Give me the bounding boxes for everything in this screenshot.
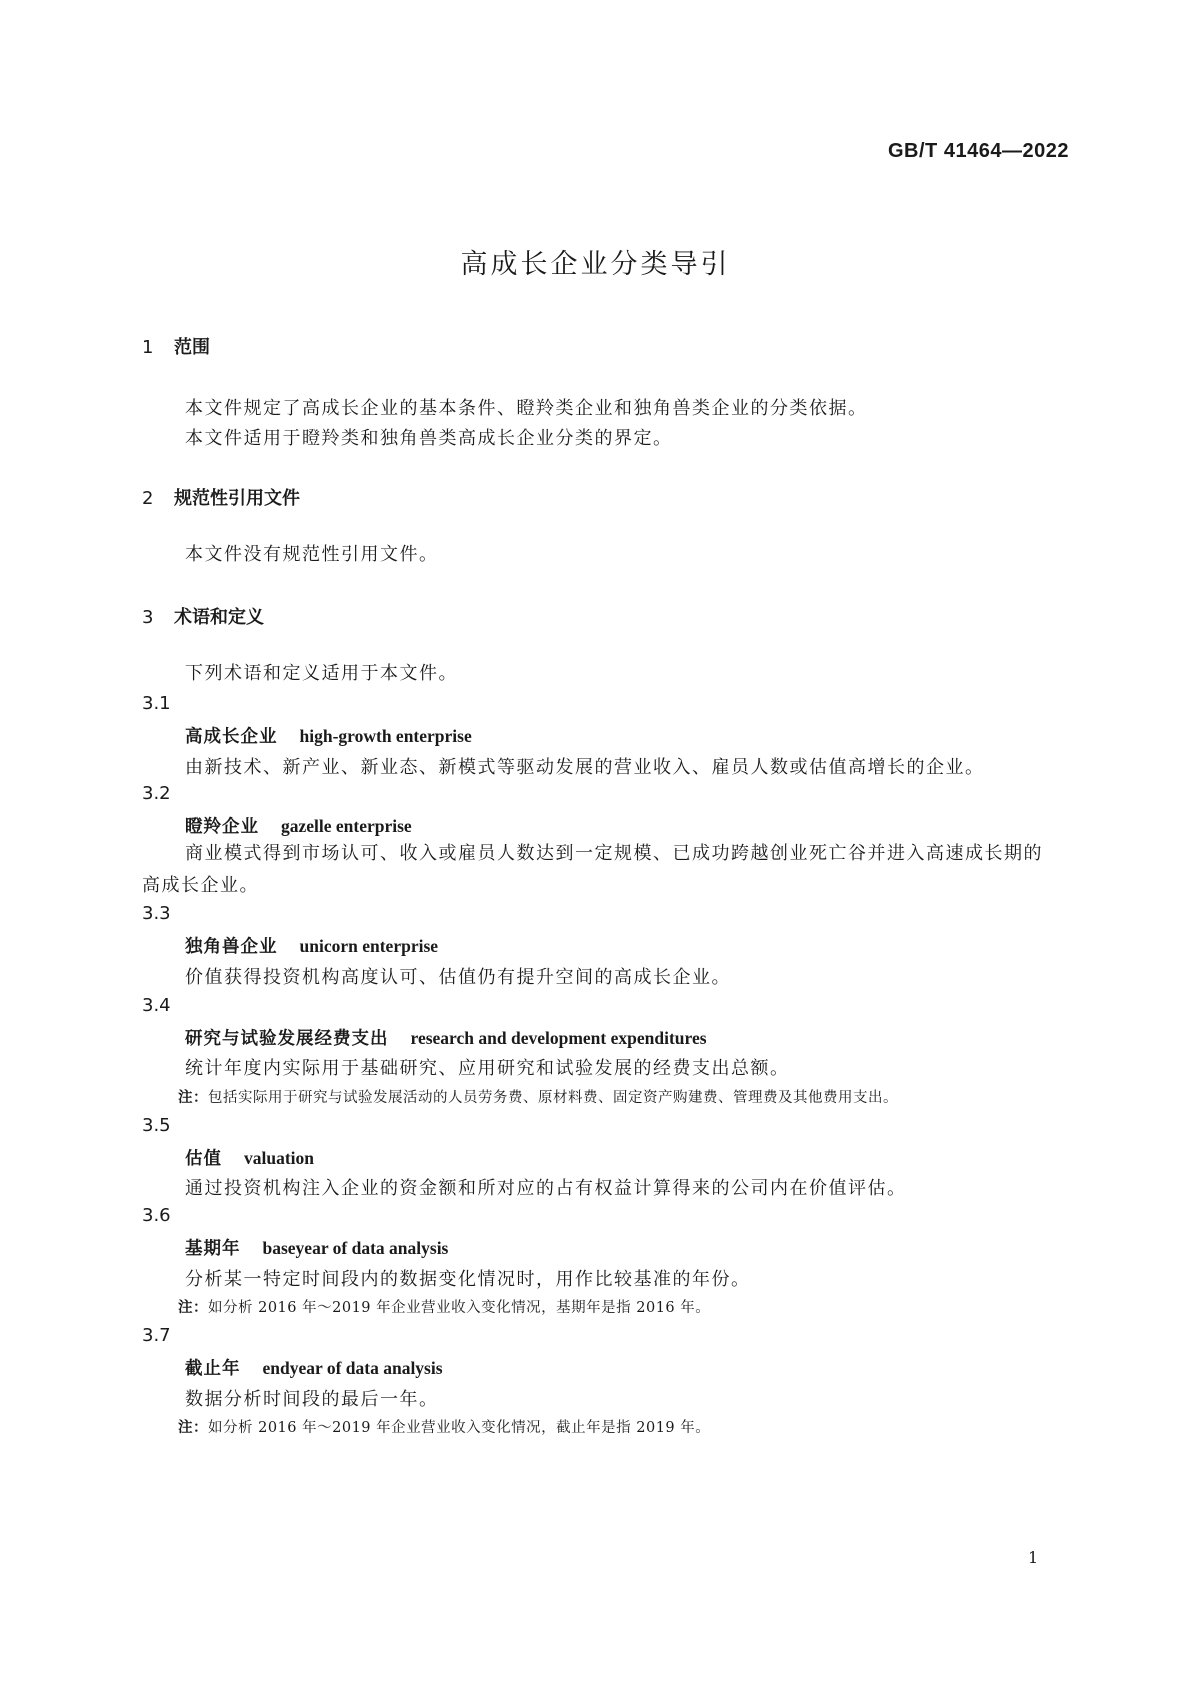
term-note <box>178 1086 898 1107</box>
term-heading <box>185 813 412 838</box>
term-number: 3.3 <box>142 903 171 924</box>
section-heading-terms <box>142 603 264 629</box>
term-number: 3.5 <box>142 1115 171 1136</box>
paragraph: 本文件适用于瞪羚类和独角兽类高成长企业分类的界定。 <box>185 428 673 449</box>
term-zh: 截止年 <box>185 1359 241 1379</box>
term-definition: 由新技术、新产业、新业态、新模式等驱动发展的营业收入、雇员人数或估值高增长的企业。 <box>185 757 985 778</box>
document-title: 高成长企业分类导引 <box>460 249 731 280</box>
term-number: 3.2 <box>142 783 171 804</box>
section-title: 规范性引用文件 <box>174 488 300 509</box>
note-text: 包括实际用于研究与试验发展活动的人员劳务费、原材料费、固定资产购建费、管理费及其他费用支出。 <box>208 1090 898 1106</box>
page-number: 1 <box>1028 1548 1039 1567</box>
term-en: unicorn enterprise <box>299 936 439 956</box>
note-label: 注： <box>178 1300 208 1316</box>
term-zh: 研究与试验发展经费支出 <box>185 1029 389 1049</box>
term-en: research and development expenditures <box>410 1028 707 1048</box>
term-en: endyear of data analysis <box>262 1358 443 1378</box>
term-zh: 高成长企业 <box>185 727 278 747</box>
term-en: valuation <box>244 1148 315 1168</box>
term-heading <box>185 933 438 958</box>
term-heading <box>185 1025 707 1050</box>
note-label: 注： <box>178 1090 208 1106</box>
term-number: 3.4 <box>142 995 171 1016</box>
term-definition: 数据分析时间段的最后一年。 <box>185 1389 439 1410</box>
section-title: 术语和定义 <box>174 607 264 628</box>
term-definition: 分析某一特定时间段内的数据变化情况时，用作比较基准的年份。 <box>185 1269 751 1290</box>
term-en: high-growth enterprise <box>299 726 472 746</box>
standard-code: GB/T 41464—2022 <box>888 140 1069 162</box>
section-heading-scope <box>142 333 210 359</box>
paragraph: 本文件没有规范性引用文件。 <box>185 544 439 565</box>
section-number: 1 <box>142 337 154 358</box>
term-note <box>178 1416 710 1437</box>
term-definition: 价值获得投资机构高度认可、估值仍有提升空间的高成长企业。 <box>185 967 731 988</box>
section-heading-normative-references <box>142 484 300 510</box>
term-definition: 通过投资机构注入企业的资金额和所对应的占有权益计算得来的公司内在价值评估。 <box>185 1178 907 1199</box>
term-definition: 商业模式得到市场认可、收入或雇员人数达到一定规模、已成功跨越创业死亡谷并进入高速成长期的高成长企业。 <box>142 843 1043 896</box>
term-note <box>178 1296 710 1317</box>
section-number: 2 <box>142 488 154 509</box>
note-label: 注： <box>178 1420 208 1436</box>
section-number: 3 <box>142 607 154 628</box>
term-number: 3.1 <box>142 693 171 714</box>
term-en: gazelle enterprise <box>281 816 412 836</box>
term-heading <box>185 1355 443 1380</box>
term-zh: 独角兽企业 <box>185 937 278 957</box>
term-definition: 统计年度内实际用于基础研究、应用研究和试验发展的经费支出总额。 <box>185 1058 790 1079</box>
section-title: 范围 <box>174 337 210 358</box>
term-zh: 瞪羚企业 <box>185 817 259 837</box>
term-heading <box>185 1145 314 1170</box>
note-text: 如分析 2016 年～2019 年企业营业收入变化情况，截止年是指 2019 年。 <box>208 1420 711 1436</box>
term-zh: 估值 <box>185 1149 222 1169</box>
term-en: baseyear of data analysis <box>262 1238 449 1258</box>
term-heading <box>185 1235 448 1260</box>
term-heading <box>185 723 472 748</box>
note-text: 如分析 2016 年～2019 年企业营业收入变化情况，基期年是指 2016 年。 <box>208 1300 711 1316</box>
paragraph: 下列术语和定义适用于本文件。 <box>185 663 458 684</box>
paragraph: 本文件规定了高成长企业的基本条件、瞪羚类企业和独角兽类企业的分类依据。 <box>185 398 868 419</box>
term-number: 3.6 <box>142 1205 171 1226</box>
term-number: 3.7 <box>142 1325 171 1346</box>
term-zh: 基期年 <box>185 1239 241 1259</box>
